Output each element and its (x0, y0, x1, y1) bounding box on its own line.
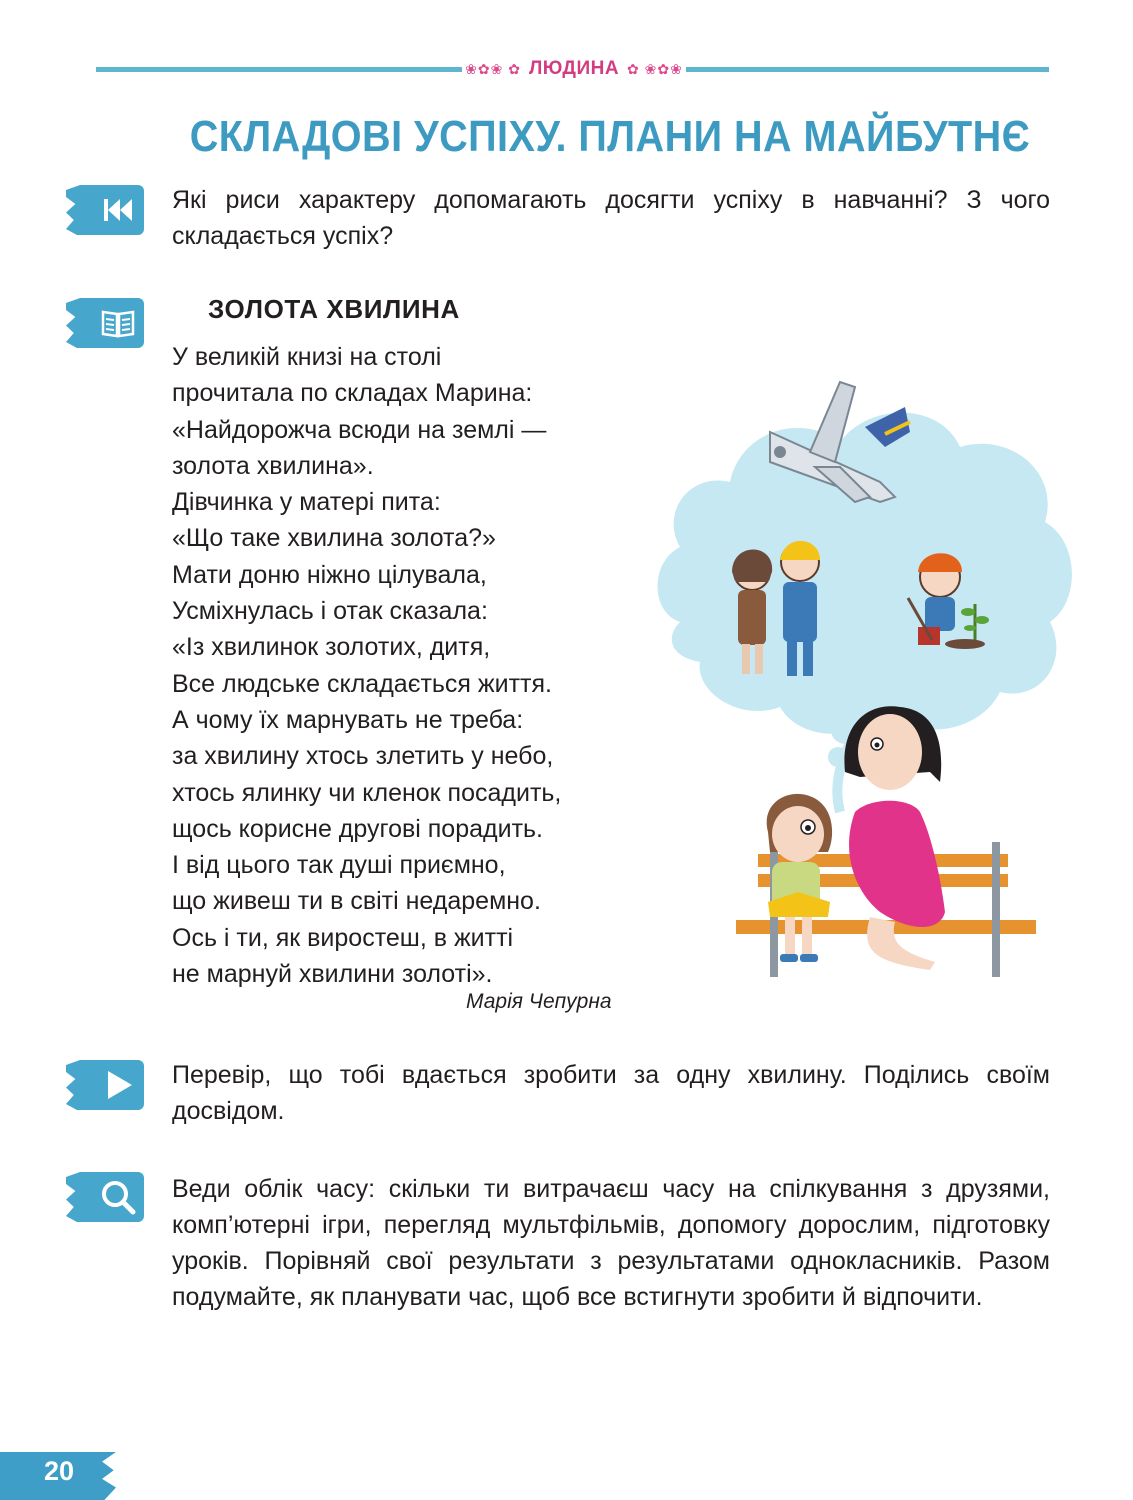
illustration-mother-daughter-dream (640, 372, 1080, 984)
book-icon (66, 298, 144, 348)
poem-title: ЗОЛОТА ХВИЛИНА (208, 294, 460, 324)
poem-line: У великій книзі на столі (172, 343, 442, 371)
poem-line: І від цього так душі приємно, (172, 851, 506, 880)
task-text: Перевір, що тобі вдається зробити за одну хвилину. Поділись своїм досвідом. (172, 1061, 1050, 1125)
section-header (464, 56, 684, 82)
poem-line: Все людське складається життя. (172, 669, 552, 698)
poem-line: за хвилину хтось злетить у небо, (172, 742, 554, 771)
intro-question: Які риси характеру допомагають досягти успіху в навчанні? З чого складається успіх? (172, 186, 1050, 250)
poem-line: що живеш ти в світі недаремно. (172, 887, 541, 916)
poem-line: прочитала по складах Марина: (172, 379, 533, 408)
poem-line: «Із хвилинок золотих, дитя, (172, 633, 491, 662)
page-number: 20 (44, 1456, 75, 1486)
header-rule-left (96, 67, 462, 72)
poem-line: не марнуй хвилини золоті». (172, 960, 493, 989)
ornament-right: ✿ ❀✿❀ (627, 60, 683, 77)
research-text: Веди облік часу: скільки ти витрачаєш часу на спілкування з друзями, комп’ютерні ігри, перегляд мультфільмів, допомогу дорослим, підготовку уроків. Порівняй свої результати з результатами однокласників. Разом подумайте, як планувати час, щоб все встигнути зробити й відпочити. (172, 1175, 1050, 1311)
poem-line: хтось ялинку чи кленок посадить, (172, 778, 562, 807)
play-icon (66, 1060, 144, 1110)
poem-line: «Найдорожча всюди на землі — (172, 415, 547, 444)
page-title: СКЛАДОВІ УСПІХУ. ПЛАНИ НА МАЙБУТНЄ (189, 112, 1031, 161)
poem-line: «Що таке хвилина золота?» (172, 524, 496, 553)
poem-line: Дівчинка у матері пита: (172, 488, 441, 517)
section-title: ЛЮДИНА (528, 58, 620, 79)
magnifier-icon (66, 1172, 144, 1222)
poem-line: щось корисне другові порадить. (172, 814, 543, 843)
poem-author: Марія Чепурна (466, 990, 612, 1013)
ornament-left: ❀✿❀ ✿ (465, 60, 521, 77)
poem-line: Ось і ти, як виростеш, в житті (172, 923, 514, 952)
poem-text (172, 339, 652, 992)
rewind-icon (66, 185, 144, 235)
poem-line: Мати доню ніжно цілувала, (172, 560, 487, 589)
poem-line: Усміхнулась і отак сказала: (172, 597, 488, 626)
header-rule-right (686, 67, 1049, 72)
poem-line: золота хвилина». (172, 451, 374, 480)
poem-line: А чому їх марнувать не треба: (172, 705, 524, 734)
